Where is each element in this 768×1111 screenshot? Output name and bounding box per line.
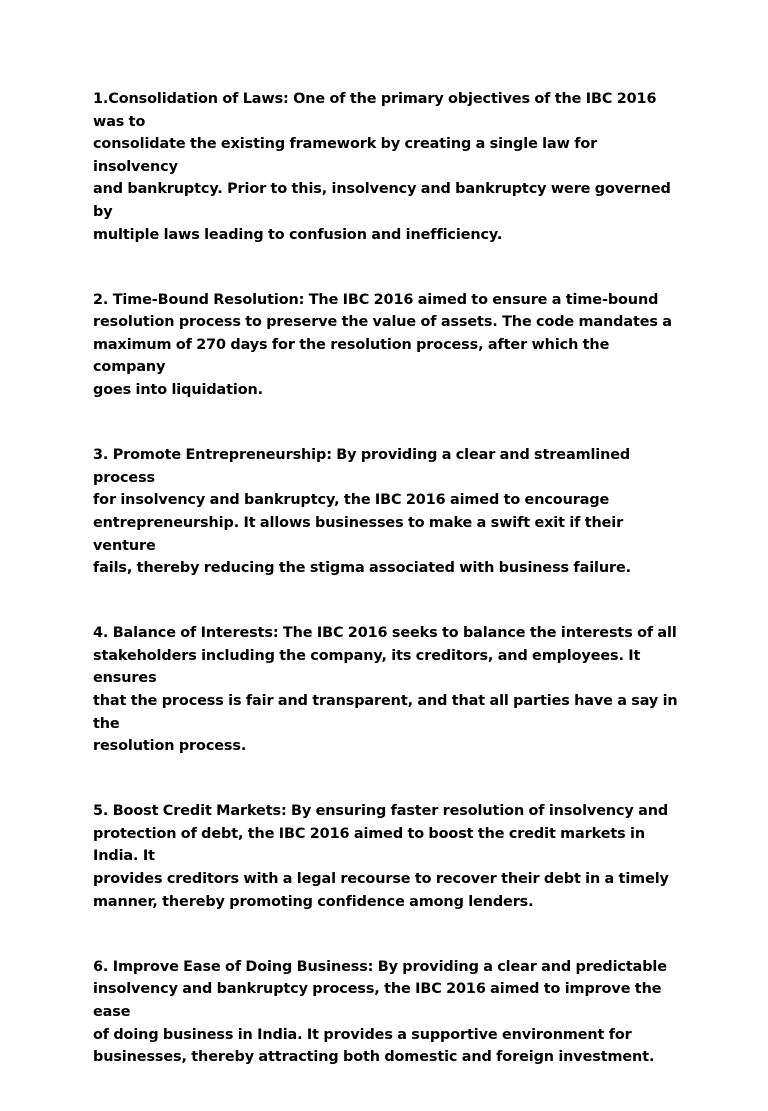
paragraph-consolidation-of-laws: 1.Consolidation of Laws: One of the primary objectives of the IBC 2016 was to consolidate the existing framework by creating a single law for insolvency and bankruptcy. Prior to this, insolvency and bankruptcy were governed by multiple laws leading to confusion and inefficiency. — [93, 91, 671, 243]
paragraph-promote-entrepreneurship: 3. Promote Entrepreneurship: By providing a clear and streamlined process for insolvency and bankruptcy, the IBC 2016 aimed to encourage entrepreneurship. It allows businesses to make a swift exit if their venture fails, thereby reducing the stigma associated with business failure. — [93, 447, 632, 577]
document-body — [93, 88, 683, 1111]
paragraph-balance-of-interests: 4. Balance of Interests: The IBC 2016 seeks to balance the interests of all stakeholders including the company, its creditors, and employees. It ensures that the process is fair and transparent, and that all parties have a say in the resolution process. — [93, 625, 678, 755]
paragraph-boost-credit-markets: 5. Boost Credit Markets: By ensuring faster resolution of insolvency and protection of debt, the IBC 2016 aimed to boost the credit markets in India. It provides creditors with a legal recourse to recover their debt in a timely manner, thereby promoting confidence among lenders. — [93, 803, 669, 910]
paragraph-time-bound-resolution: 2. Time-Bound Resolution: The IBC 2016 aimed to ensure a time-bound resolution process to preserve the value of assets. The code mandates a maximum of 270 days for the resolution process, after which the company goes into liquidation. — [93, 291, 672, 399]
paragraph-improve-ease-of-doing-business: 6. Improve Ease of Doing Business: By providing a clear and predictable insolvency and bankruptcy process, the IBC 2016 aimed to improve the ease of doing business in India. It provides a supportive environment for businesses, thereby attracting both domestic and foreign investment. — [93, 958, 667, 1066]
